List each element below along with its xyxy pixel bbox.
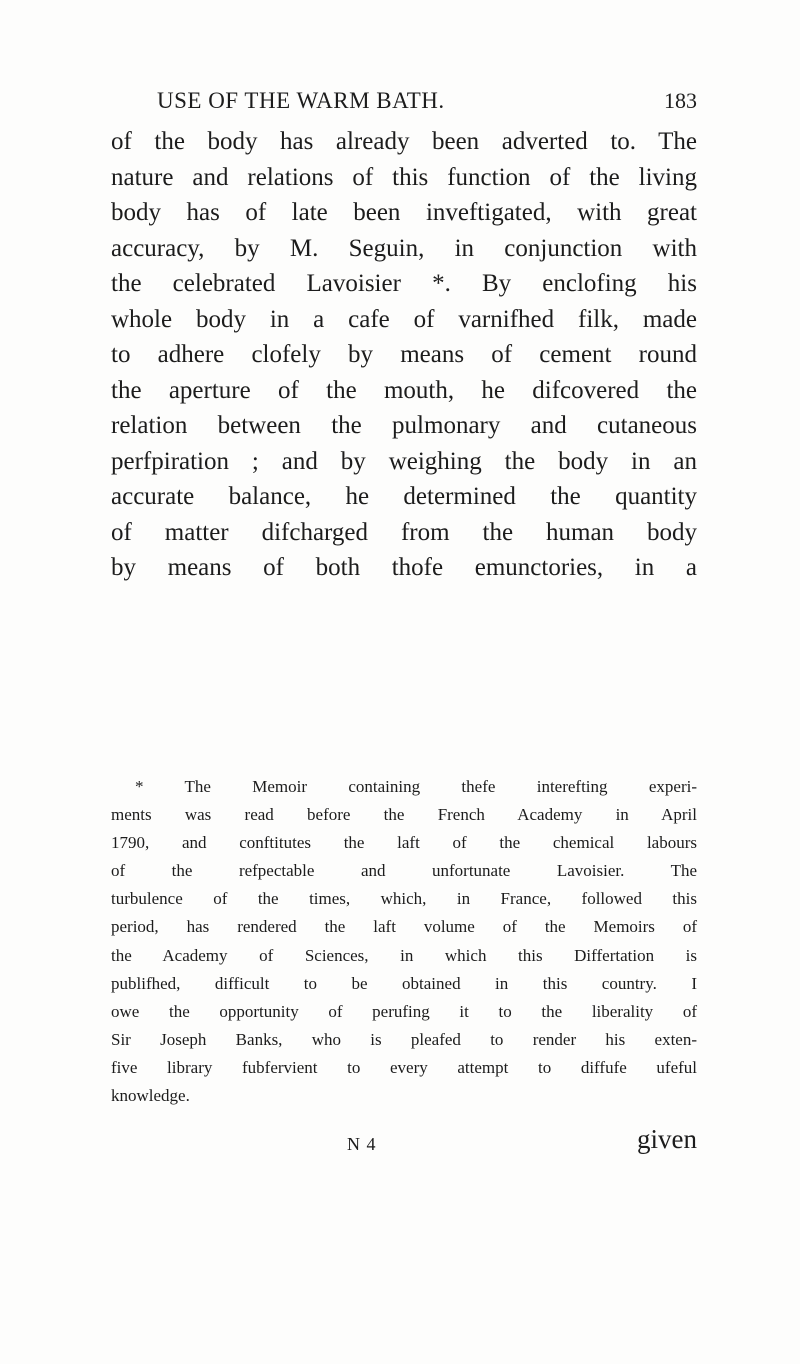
text-line: the celebrated Lavoisier *. By enclofing his — [111, 270, 697, 297]
catchword: given — [637, 1124, 697, 1154]
footnote-line: ments was read before the French Academy in April — [111, 805, 697, 825]
text-line: nature and relations of this function of the living — [111, 163, 697, 191]
footnote-line: Sir Joseph Banks, who is pleafed to render his exten- — [111, 1029, 697, 1049]
text-line: accurate balance, he determined the quantity — [111, 483, 697, 510]
text-line: perfpiration ; and by weighing the body in an — [111, 447, 697, 475]
running-head — [157, 88, 697, 120]
footnote-line: publifhed, difficult to be obtained in this country. I — [111, 973, 697, 993]
footnote-line: of the refpectable and unfortunate Lavoisier. The — [111, 861, 697, 881]
text-line: accuracy, by M. Seguin, in conjunction with — [111, 234, 697, 262]
text-line: body has of late been inveftigated, with great — [111, 199, 697, 226]
footnote — [111, 773, 697, 1110]
text-line: whole body in a cafe of varnifhed filk, made — [111, 305, 697, 333]
text-line: by means of both thofe emunctories, in a — [111, 554, 697, 581]
footnote-line: * The Memoir containing thefe interefting experi- — [135, 777, 697, 796]
text-line: to adhere clofely by means of cement round — [111, 341, 697, 368]
footnote-line: five library fubfervient to every attempt to diffufe ufeful — [111, 1057, 697, 1077]
text-line: relation between the pulmonary and cutaneous — [111, 412, 697, 439]
footnote-line: owe the opportunity of perufing it to the liberality of — [111, 1001, 697, 1021]
text-line: of matter difcharged from the human body — [111, 518, 697, 546]
running-title: USE OF THE WARM BATH. — [157, 88, 445, 113]
signature-mark: N 4 — [347, 1134, 377, 1154]
footnote-line: the Academy of Sciences, in which this Differtation is — [111, 945, 697, 965]
text-line: the aperture of the mouth, he difcovered the — [111, 376, 697, 404]
footnote-line: 1790, and conftitutes the laft of the chemical labours — [111, 833, 697, 853]
footnote-line: knowledge. — [111, 1086, 190, 1106]
page-number: 183 — [664, 88, 697, 113]
text-line: of the body has already been adverted to. The — [111, 128, 697, 155]
footnote-line: period, has rendered the laft volume of the Memoirs of — [111, 917, 697, 937]
main-text — [111, 124, 697, 586]
footnote-line: turbulence of the times, which, in France, followed this — [111, 889, 697, 909]
